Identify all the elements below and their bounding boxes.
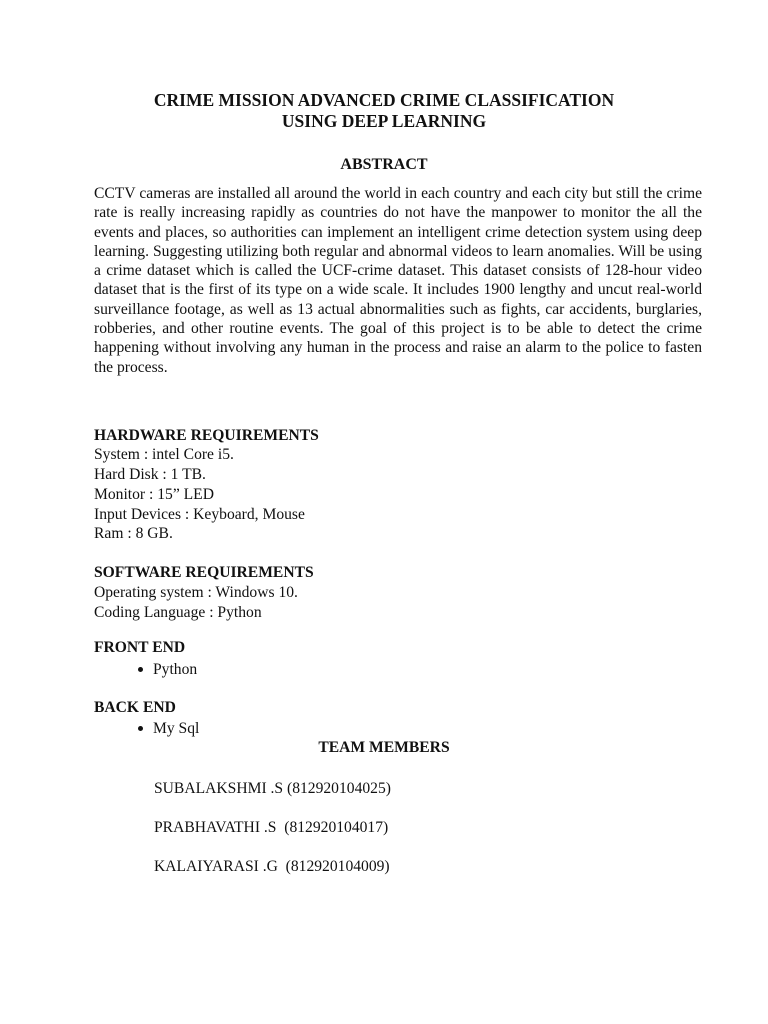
hardware-item-input-devices: Input Devices : Keyboard, Mouse (94, 506, 305, 523)
back-end-heading: BACK END (94, 699, 176, 716)
software-item-language: Coding Language : Python (94, 604, 262, 621)
abstract-body: CCTV cameras are installed all around the world in each country and each city but still the crime rate is really increasing rapidly as countries do not have the manpower to monitor the all the events and places, so authorities can implement an intelligent crime detection system using deep learning. Suggesting utilizing both regular and abnormal videos to learn anomalies. Will be using a crime dataset which is called the UCF-crime dataset. This dataset consists of 128-hour video dataset that is the first of its type on a wide scale. It includes 1900 lengthy and uncut real-world surveillance footage, as well as 13 actual abnormalities such as fights, car accidents, burglaries, robberies, and other routine events. The goal of this project is to be able to detect the crime happening without involving any human in the process and raise an alarm to the police to fasten the process. (94, 185, 702, 376)
hardware-item-ram: Ram : 8 GB. (94, 525, 173, 542)
team-heading: TEAM MEMBERS (318, 739, 450, 756)
bullet-icon (138, 667, 143, 672)
abstract-heading: ABSTRACT (340, 156, 428, 173)
front-end-heading: FRONT END (94, 639, 186, 656)
team-member: SUBALAKSHMI .S (812920104025) (154, 780, 391, 797)
software-item-os: Operating system : Windows 10. (94, 584, 298, 601)
hardware-item-monitor: Monitor : 15” LED (94, 486, 214, 503)
hardware-item-system: System : intel Core i5. (94, 446, 234, 463)
front-end-item-label: Python (153, 661, 198, 678)
software-heading: SOFTWARE REQUIREMENTS (94, 564, 314, 581)
title-line-1: CRIME MISSION ADVANCED CRIME CLASSIFICATION (153, 90, 615, 110)
hardware-heading: HARDWARE REQUIREMENTS (94, 427, 319, 444)
bullet-icon (138, 726, 143, 731)
back-end-item-label: My Sql (153, 720, 200, 737)
back-end-item (138, 719, 199, 739)
team-member: PRABHAVATHI .S (812920104017) (154, 819, 389, 836)
team-member: KALAIYARASI .G (812920104009) (154, 858, 390, 875)
front-end-item (138, 660, 197, 680)
hardware-item-hard-disk: Hard Disk : 1 TB. (94, 466, 206, 483)
document-title (60, 90, 708, 132)
title-line-2: USING DEEP LEARNING (281, 111, 487, 131)
